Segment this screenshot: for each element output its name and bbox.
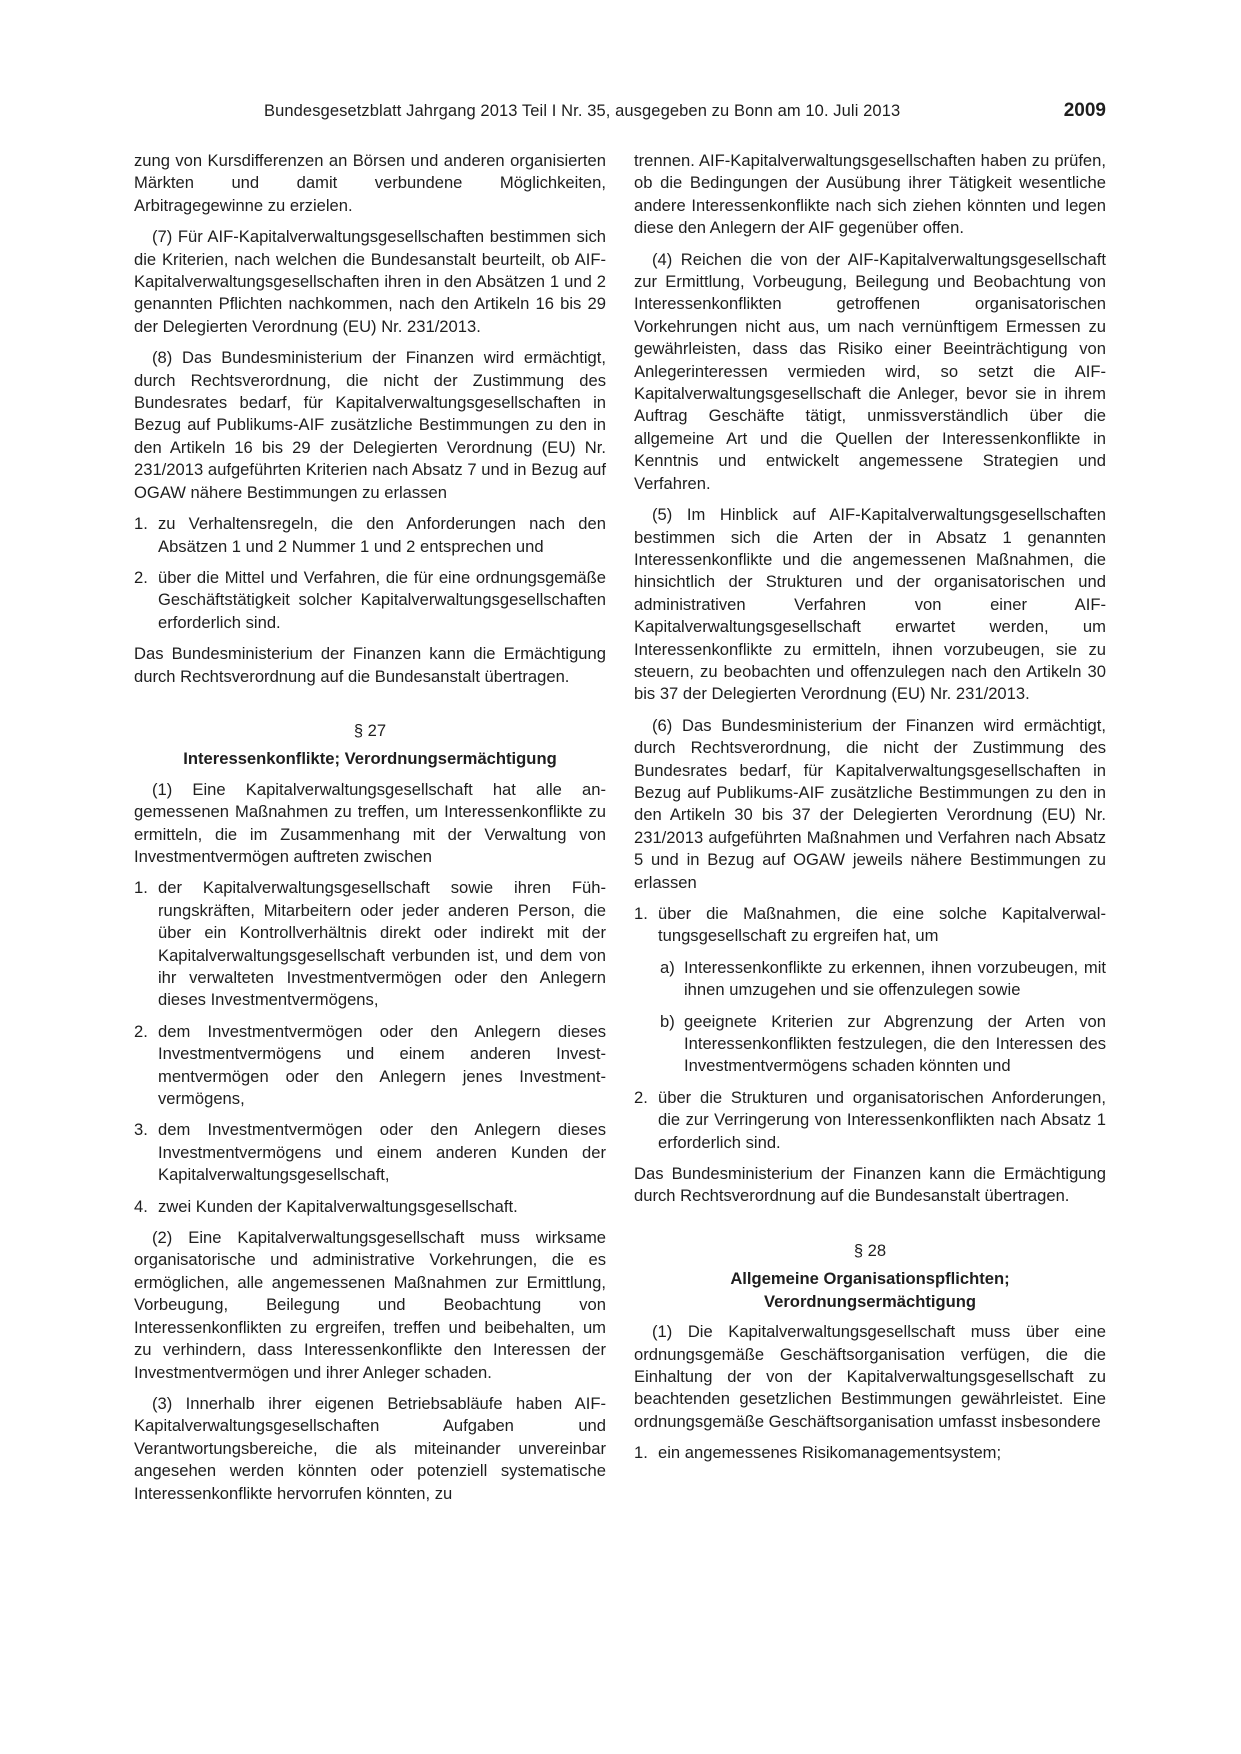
list-number: 1. <box>634 904 648 923</box>
list-item <box>134 1021 606 1111</box>
list-item <box>634 903 1106 948</box>
section-27-paragraph-1: (1) Eine Kapitalverwaltungsgesellschaft hat alle angemessenen Maßnahmen zu treffen, um Interessenkonflikte zu ermitteln, die im Zusammenhang mit der Verwaltung von Investmentvermögen auftreten zwischen <box>134 779 606 866</box>
list-item <box>134 877 606 1011</box>
list-number: 1. <box>134 878 148 898</box>
sub-list-item <box>634 957 1106 1002</box>
list-text: über die Mittel und Verfahren, die für eine ordnungsgemäße Geschäftstätigkeit solcher Kapitalverwaltungsgesellschaften erforderlich sind. <box>158 567 606 632</box>
list-text: über die Maßnahmen, die eine solche Kapitalverwaltungsgesellschaft zu ergreifen hat, um <box>658 904 1106 946</box>
paragraph-8-end: Das Bundesministerium der Finanzen kann die Ermächtigung durch Rechtsverordnung auf die Bundesanstalt übertragen. <box>134 644 606 686</box>
sub-list-text: geeignete Kriterien zur Abgrenzung der Arten von Interessenkonflikten festzulegen, die den Interessen des Investmentvermögens schaden könnten und <box>684 1011 1106 1076</box>
paragraph-3-continuation: trennen. AIF-Kapitalverwaltungsgesellschaften haben zu prüfen, ob die Bedingungen der Ausübung ihrer Tätigkeit wesentliche andere Interessenkonflikte nach sich ziehen könnten und legen diese den Anlegern der AIF gegenüber offen. <box>634 151 1106 238</box>
section-27-title: Interessenkonflikte; Verordnungsermächtigung <box>183 749 557 769</box>
list-item <box>134 1196 606 1218</box>
list-item <box>634 1087 1106 1154</box>
paragraph-continuation: zung von Kursdifferenzen an Börsen und anderen organisierten Märkten und damit verbundene Möglichkeiten, Arbitragegewinne zu erzielen. <box>134 151 606 215</box>
list-text: zu Verhaltensregeln, die den Anforderungen nach den Absätzen 1 und 2 Nummer 1 und 2 entsprechen und <box>158 514 606 556</box>
paragraph-7: (7) Für AIF-Kapitalverwaltungsgesellschaften bestimmen sich die Kriterien, nach welchen die Bundesanstalt beurteilt, ob AIF-Kapitalverwaltungsgesellschaften ihren in den Absätzen 1 und 2 genannten Pflichten nachkommen, nach den Artikeln 16 bis 29 der Delegierten Verordnung (EU) Nr. 231/2013. <box>134 227 606 336</box>
section-27-paragraph-6: (6) Das Bundesministerium der Finanzen wird ermächtigt, durch Rechtsverordnung, die nicht der Zustimmung des Bundesrates bedarf, für Kapitalverwaltungsgesellschaften in Bezug auf Publikums-AIF zusätzliche Bestimmungen zu den in den Artikeln 30 bis 37 der Delegierten Verordnung (EU) Nr. 231/2013 aufgeführten Maßnahmen und Verfahren nach Absatz 5 und in Bezug auf OGAW jeweils nähere Bestimmungen zu erlassen <box>634 715 1106 892</box>
list-text: dem Investmentvermögen oder den Anlegern dieses Investmentvermögens und einem anderen Investmentvermögen oder den Anlegern jenes Investmentvermögens, <box>158 1021 606 1109</box>
list-item <box>134 567 606 634</box>
list-item <box>634 1442 1106 1464</box>
list-number: 2. <box>134 1021 148 1041</box>
list-number: 3. <box>134 1120 148 1140</box>
section-27-number: § 27 <box>353 720 387 740</box>
section-28-paragraph-1: (1) Die Kapitalverwaltungsgesellschaft muss über eine ordnungsgemäße Geschäftsorganisation verfügen, die die Einhaltung der von der Kapitalverwaltungsgesellschaft zu beachtenden gesetzlichen Bestimmungen gewährleistet. Eine ordnungsgemäße Geschäftsorganisation umfasst insbesondere <box>634 1322 1106 1431</box>
list-text: über die Strukturen und organisatorischen Anforderungen, die zur Verringerung von Interessenkonflikten nach Absatz 1 erforderlich sind. <box>658 1087 1106 1152</box>
running-header: Bundesgesetzblatt Jahrgang 2013 Teil I Nr. 35, ausgegeben zu Bonn am 10. Juli 2013 <box>264 102 901 120</box>
page-number: 2009 <box>1063 100 1106 121</box>
sub-list-letter: b) <box>660 1011 675 1031</box>
section-27-paragraph-2: (2) Eine Kapitalverwaltungsgesellschaft muss wirksame organisatorische und administrative Vorkehrungen, die es ermöglichen, alle angemessenen Maßnahmen zur Ermittlung, Vorbeugung, Beilegung und Beobachtung von Interessenkonflikten zu ergreifen, treffen und beibehalten, um zu verhindern, dass Interessenkonflikte den Interessen der Investmentvermögen und ihrer Anleger schaden. <box>134 1228 606 1382</box>
list-text: dem Investmentvermögen oder den Anlegern dieses Investmentvermögens und einem anderen Kunden der Kapitalverwaltungsgesellschaft, <box>158 1120 606 1185</box>
list-text: ein angemessenes Risikomanagementsystem; <box>658 1443 1002 1463</box>
section-28-title <box>634 1268 1106 1313</box>
list-text: der Kapitalverwaltungsgesellschaft sowie ihren Führungskräften, Mitarbeitern oder jeder anderen Person, die über ein Kontrollverhältnis direkt oder indirekt mit der Kapitalverwaltungsgesellschaft verbunden ist, und dem von ihr verwalteten Investmentvermögen oder den Anlegern dieses Investmentvermögens, <box>158 878 606 1010</box>
list-number: 4. <box>134 1196 148 1216</box>
sub-list-letter: a) <box>660 957 675 977</box>
section-27-paragraph-5: (5) Im Hinblick auf AIF-Kapitalverwaltungsgesellschaften bestimmen sich die Arten der in Absatz 1 genannten Interessenkonflikte und die angemessenen Maßnahmen, die hinsichtlich der Strukturen und der organisatorischen und administrativen Verfahren von einer AIF-Kapitalverwaltungsgesellschaft erwartet werden, um Interessenkonflikte zu ermitteln, ihnen vorzubeugen, sie zu steuern, zu beobachten und offenzulegen nach den Artikeln 30 bis 37 der Delegierten Verordnung (EU) Nr. 231/2013. <box>634 505 1106 704</box>
section-27-paragraph-4: (4) Reichen die von der AIF-Kapitalverwaltungsgesellschaft zur Ermittlung, Vorbeugung, Beilegung und Beobachtung von Interessenkonflikten getroffenen organisatorischen Vorkehrungen nicht aus, um nach vernünftigem Ermessen zu gewährleisten, dass das Risiko einer Beeinträchtigung von Anlegerinteressen vermieden wird, so setzt die AIF-Kapitalverwaltungsgesellschaft die Anleger, bevor sie in ihrem Auftrag Geschäfte tätigt, unmissverständlich über die allgemeine Art und die Quellen der Interessenkonflikte in Kenntnis und entwickelt angemessene Strategien und Verfahren. <box>634 249 1106 493</box>
section-27-paragraph-3: (3) Innerhalb ihrer eigenen Betriebsabläufe haben AIF-Kapitalverwaltungsgesellschaften Aufgaben und Verantwortungsbereiche, die als miteinander unvereinbar angesehen werden könnten oder potenziell systematische Interessenkonflikte hervorrufen könnten, zu <box>134 1393 606 1503</box>
page-header <box>134 100 1106 130</box>
sub-list-item <box>634 1011 1106 1078</box>
right-column <box>634 150 1106 1474</box>
list-item <box>134 513 606 558</box>
section-28-title-line-1: Allgemeine Organisationspflichten; <box>730 1269 1010 1289</box>
paragraph-8: (8) Das Bundesministerium der Finanzen wird ermächtigt, durch Rechtsverordnung, die nicht der Zustimmung des Bundesrates bedarf, für Kapitalverwaltungsgesellschaften in Bezug auf Publikums-AIF zusätzliche Bestimmungen zu den in den Artikeln 16 bis 29 der Delegierten Verordnung (EU) Nr. 231/2013 aufgeführten Kriterien nach Absatz 7 und in Bezug auf OGAW nähere Bestimmungen zu erlassen <box>134 348 606 502</box>
section-28-title-line-2: Verordnungsermächtigung <box>763 1291 977 1311</box>
list-number: 2. <box>134 567 148 587</box>
list-number: 1. <box>134 514 148 534</box>
list-number: 2. <box>634 1087 648 1107</box>
sub-list-text: Interessenkonflikte zu erkennen, ihnen vorzubeugen, mit ihnen umzugehen und sie offenzulegen sowie <box>684 957 1106 1000</box>
left-column <box>134 150 606 1514</box>
paragraph-6-end: Das Bundesministerium der Finanzen kann die Ermächtigung durch Rechtsverordnung auf die Bundesanstalt übertragen. <box>634 1164 1106 1206</box>
section-28-number: § 28 <box>853 1240 887 1260</box>
list-item <box>134 1119 606 1186</box>
list-number: 1. <box>634 1443 648 1463</box>
list-text: zwei Kunden der Kapitalverwaltungsgesellschaft. <box>158 1196 518 1216</box>
